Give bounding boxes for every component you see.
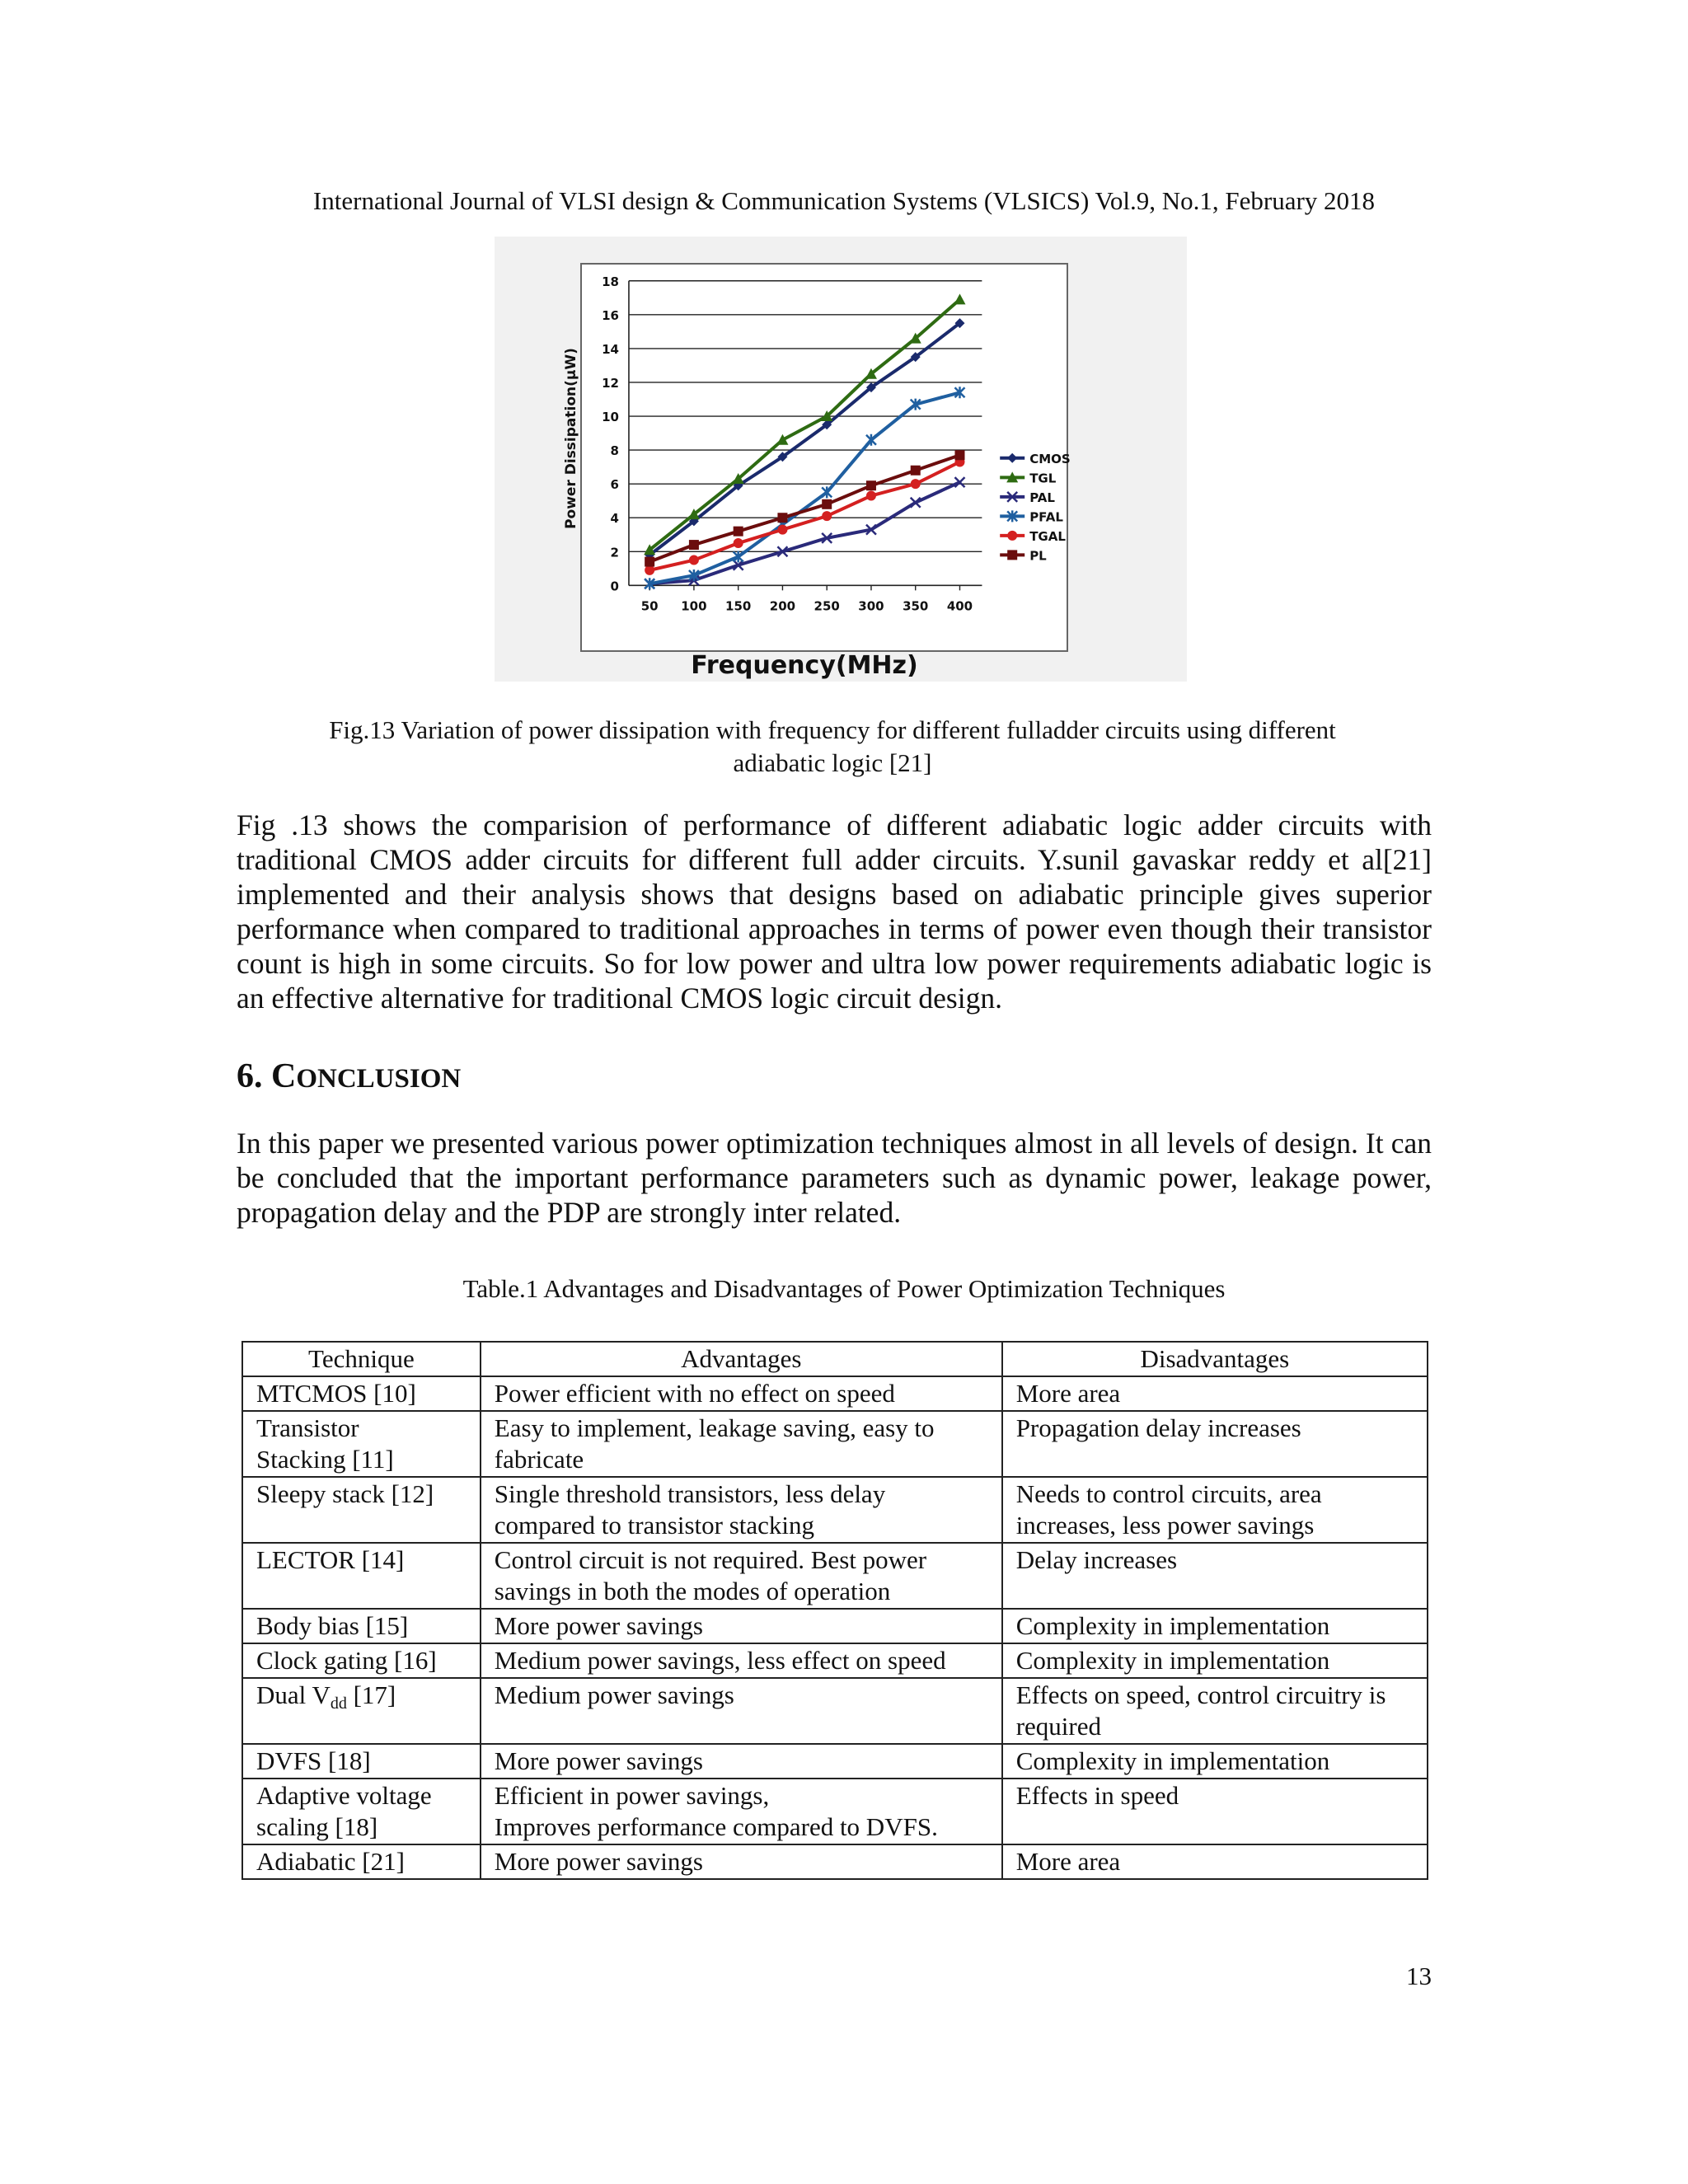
cell-advantages: Single threshold transistors, less delay compared to transistor stacking bbox=[481, 1477, 1002, 1543]
cell-disadvantages: Propagation delay increases bbox=[1002, 1411, 1428, 1477]
data-point-pl bbox=[954, 450, 964, 460]
avs-advantage-line-2: Improves performance compared to DVFS. bbox=[494, 1812, 938, 1841]
x-tick-label: 100 bbox=[681, 598, 707, 614]
data-point-pl bbox=[777, 513, 787, 523]
x-tick-label: 400 bbox=[946, 598, 973, 614]
x-tick-label: 300 bbox=[858, 598, 884, 614]
cell-disadvantages: More area bbox=[1002, 1844, 1428, 1879]
figure-caption-line-2: adiabatic logic [21] bbox=[733, 748, 932, 777]
data-point-tgal bbox=[734, 538, 743, 548]
x-tick-label: 200 bbox=[769, 598, 796, 614]
table-row bbox=[242, 1643, 1428, 1678]
paragraph-conclusion: In this paper we presented various power optimization techniques almost in all levels of design. It can be concluded that the important performance parameters such as dynamic power, leakage power, propagation delay and the PDP are strongly inter related. bbox=[237, 1127, 1432, 1229]
y-tick-label: 4 bbox=[610, 511, 619, 527]
dual-vdd-label: Dual V bbox=[256, 1680, 331, 1709]
cell-technique: Body bias [15] bbox=[242, 1609, 481, 1643]
data-point-tgal bbox=[689, 555, 699, 565]
power-frequency-chart bbox=[495, 237, 1187, 682]
data-point-pl bbox=[911, 466, 921, 476]
table-row bbox=[242, 1477, 1428, 1543]
data-point-tgal bbox=[645, 565, 654, 575]
x-axis-label: Frequency(MHz) bbox=[691, 651, 918, 680]
cell-advantages bbox=[481, 1779, 1002, 1844]
y-tick-label: 8 bbox=[610, 443, 619, 459]
data-point-tgal bbox=[822, 511, 832, 521]
cell-technique: LECTOR [14] bbox=[242, 1543, 481, 1609]
cell-disadvantages: Complexity in implementation bbox=[1002, 1609, 1428, 1643]
legend-label-pal: PAL bbox=[1029, 490, 1055, 505]
data-point-pl bbox=[866, 480, 876, 490]
x-tick-label: 150 bbox=[725, 598, 752, 614]
chart-frame bbox=[581, 264, 1067, 651]
cell-technique: MTCMOS [10] bbox=[242, 1376, 481, 1411]
cell-technique: Clock gating [16] bbox=[242, 1643, 481, 1678]
y-tick-label: 0 bbox=[610, 579, 619, 594]
cell-advantages: Power efficient with no effect on speed bbox=[481, 1376, 1002, 1411]
data-point-pl bbox=[734, 527, 743, 537]
cell-technique: Transistor Stacking [11] bbox=[242, 1411, 481, 1477]
y-tick-label: 14 bbox=[602, 341, 619, 357]
table-row bbox=[242, 1844, 1428, 1879]
legend-label-tgl: TGL bbox=[1029, 471, 1057, 486]
legend-marker-tgal bbox=[1007, 531, 1017, 541]
table-row bbox=[242, 1744, 1428, 1779]
y-tick-label: 6 bbox=[610, 477, 619, 493]
figure-caption bbox=[247, 714, 1418, 780]
cell-technique: Adiabatic [21] bbox=[242, 1844, 481, 1879]
section-title-smallcaps: ONCLUSION bbox=[296, 1064, 462, 1094]
x-tick-label: 50 bbox=[640, 598, 659, 614]
data-point-pl bbox=[822, 499, 832, 509]
cell-advantages: Medium power savings bbox=[481, 1678, 1002, 1744]
data-point-tgal bbox=[911, 479, 921, 489]
table-header-row bbox=[242, 1342, 1428, 1376]
avs-advantage-line-1: Efficient in power savings, bbox=[494, 1781, 770, 1810]
y-tick-label: 16 bbox=[602, 307, 619, 323]
cell-technique: Sleepy stack [12] bbox=[242, 1477, 481, 1543]
header-disadvantages: Disadvantages bbox=[1002, 1342, 1428, 1376]
cell-disadvantages: Delay increases bbox=[1002, 1543, 1428, 1609]
cell-disadvantages: Complexity in implementation bbox=[1002, 1744, 1428, 1779]
table-row bbox=[242, 1678, 1428, 1744]
cell-disadvantages: More area bbox=[1002, 1376, 1428, 1411]
x-tick-label: 250 bbox=[814, 598, 840, 614]
section-heading-conclusion bbox=[237, 1057, 461, 1096]
dual-vdd-subscript: dd bbox=[330, 1694, 347, 1713]
cell-disadvantages: Effects in speed bbox=[1002, 1779, 1428, 1844]
y-tick-label: 12 bbox=[602, 375, 619, 391]
header-advantages: Advantages bbox=[481, 1342, 1002, 1376]
table-row bbox=[242, 1411, 1428, 1477]
cell-technique: Adaptive voltage scaling [18] bbox=[242, 1779, 481, 1844]
table-caption: Table.1 Advantages and Disadvantages of Power Optimization Techniques bbox=[462, 1274, 1226, 1303]
legend-label-tgal: TGAL bbox=[1029, 528, 1066, 544]
legend-label-pl: PL bbox=[1029, 548, 1047, 564]
data-point-tgal bbox=[866, 491, 876, 501]
legend-marker-pl bbox=[1007, 550, 1017, 560]
figure-caption-line-1: Fig.13 Variation of power dissipation with frequency for different fulladder circuits using different bbox=[329, 715, 1336, 744]
legend-label-cmos: CMOS bbox=[1029, 451, 1071, 466]
cell-technique: DVFS [18] bbox=[242, 1744, 481, 1779]
section-number: 6. C bbox=[237, 1057, 297, 1095]
cell-advantages: More power savings bbox=[481, 1744, 1002, 1779]
cell-advantages: Easy to implement, leakage saving, easy to fabricate bbox=[481, 1411, 1002, 1477]
running-header: International Journal of VLSI design & Communication Systems (VLSICS) Vol.9, No.1, February 2018 bbox=[312, 186, 1376, 215]
table-row bbox=[242, 1543, 1428, 1609]
y-tick-label: 18 bbox=[602, 274, 619, 289]
cell-technique bbox=[242, 1678, 481, 1744]
header-technique: Technique bbox=[242, 1342, 481, 1376]
legend-label-pfal: PFAL bbox=[1029, 509, 1063, 525]
table-row bbox=[242, 1779, 1428, 1844]
cell-disadvantages: Effects on speed, control circuitry is required bbox=[1002, 1678, 1428, 1744]
y-axis-label: Power Dissipation(µW) bbox=[563, 348, 579, 529]
dual-vdd-reference: [17] bbox=[346, 1680, 396, 1709]
data-point-tgal bbox=[777, 525, 787, 535]
y-tick-label: 10 bbox=[602, 410, 619, 425]
page-number: 13 bbox=[1406, 1961, 1432, 1990]
cell-advantages: Medium power savings, less effect on speed bbox=[481, 1643, 1002, 1678]
x-tick-label: 350 bbox=[903, 598, 929, 614]
techniques-table bbox=[241, 1341, 1428, 1880]
figure-13 bbox=[495, 237, 1187, 682]
cell-advantages: More power savings bbox=[481, 1844, 1002, 1879]
y-tick-label: 2 bbox=[610, 545, 619, 560]
paragraph-figure-discussion: Fig .13 shows the comparision of performance of different adiabatic logic adder circuits with traditional CMOS adder circuits for different full adder circuits. Y.sunil gavaskar reddy et al[21] implemented and their analysis shows that designs based on adiabatic principle gives superior performance when compared to traditional approaches in terms of power even though their transistor count is high in some circuits. So for low power and ultra low power requirements adiabatic logic is an effective alternative for traditional CMOS logic circuit design. bbox=[237, 808, 1432, 1015]
cell-advantages: Control circuit is not required. Best power savings in both the modes of operation bbox=[481, 1543, 1002, 1609]
cell-disadvantages: Complexity in implementation bbox=[1002, 1643, 1428, 1678]
cell-advantages: More power savings bbox=[481, 1609, 1002, 1643]
table-row bbox=[242, 1376, 1428, 1411]
cell-disadvantages: Needs to control circuits, area increases, less power savings bbox=[1002, 1477, 1428, 1543]
data-point-pl bbox=[689, 540, 699, 550]
table-row bbox=[242, 1609, 1428, 1643]
data-point-pl bbox=[645, 557, 654, 567]
